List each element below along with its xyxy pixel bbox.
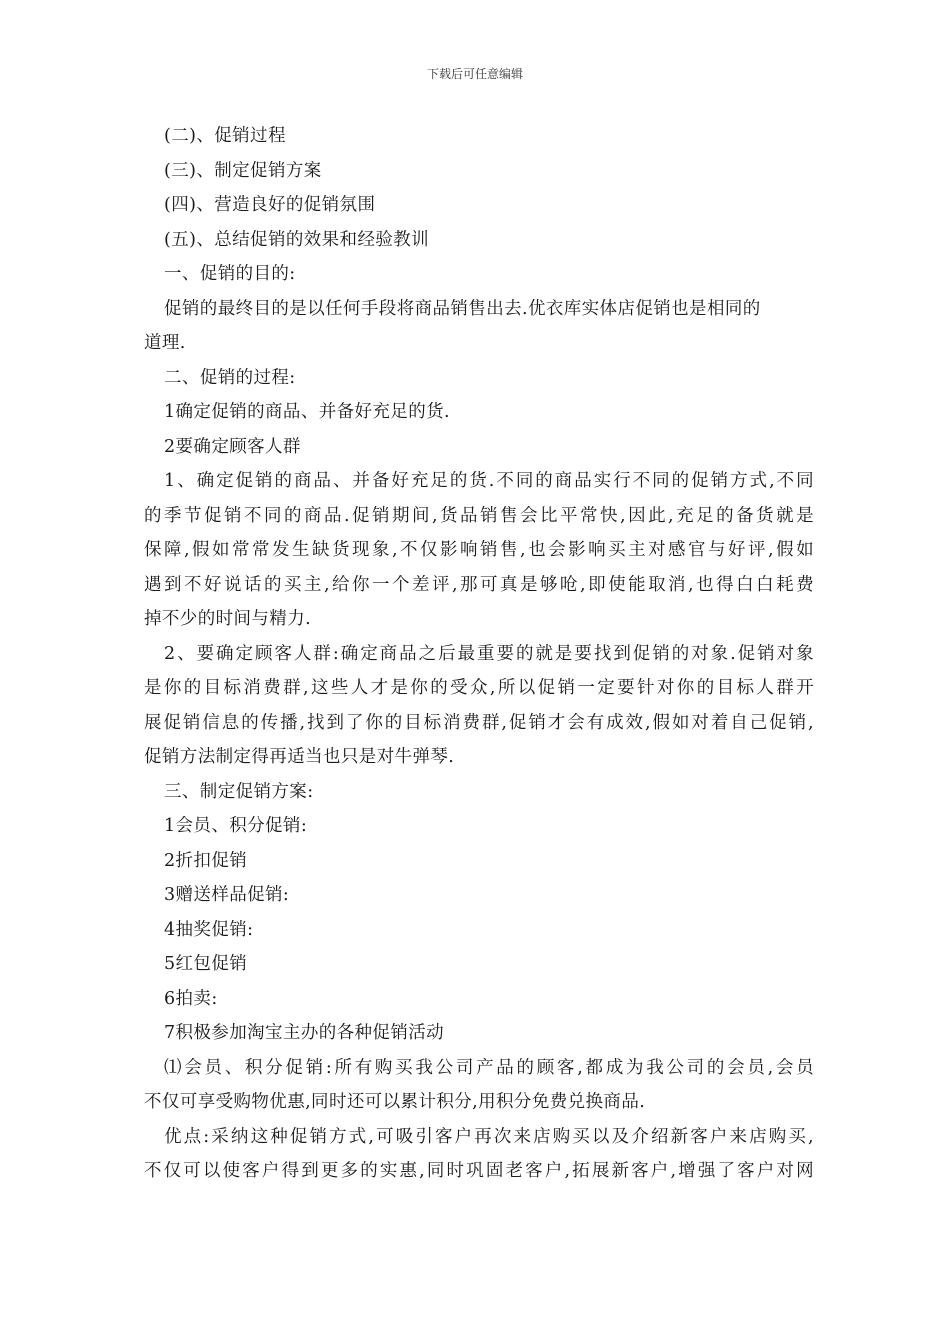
list-item: 4抽奖促销: [164,919,254,940]
paragraph-line: 优点:采纳这种促销方式,可吸引客户再次来店购买以及介绍新客户来店购买, [164,1126,814,1147]
paragraph-line: ⑴会员、积分促销:所有购买我公司产品的顾客,都成为我公司的会员,会员 [164,1057,814,1078]
paragraph-line: 不仅可享受购物优惠,同时还可以累计积分,用积分免费兑换商品. [144,1092,646,1112]
section-heading: 一、促销的目的: [164,264,296,284]
paragraph-line: 掉不少的时间与精力. [144,609,312,629]
list-item: 1会员、积分促销: [164,816,308,836]
list-item: 6拍卖: [164,988,218,1009]
paragraph-line: 促销的最终目的是以任何手段将商品销售出去.优衣库实体店促销也是相同的 [164,298,761,319]
paragraph-line: 遇到不好说话的买主,给你一个差评,那可真是够呛,即使能取消,也得白白耗费 [144,574,814,595]
paragraph-line: 不仅可以使客户得到更多的实惠,同时巩固老客户,拓展新客户,增强了客户对网 [144,1161,814,1181]
paragraph-line: 1、确定促销的商品、并备好充足的货.不同的商品实行不同的促销方式,不同 [164,471,814,491]
paragraph-line: 道理. [144,333,186,353]
paragraph-line: 促销方法制定得再适当也只是对牛弹琴. [144,747,455,767]
paragraph-line: 的季节促销不同的商品.促销期间,货品销售会比平常快,因此,充足的备货就是 [144,505,814,526]
list-item: 3赠送样品促销: [164,885,290,905]
paragraph-line: 是你的目标消费群,这些人才是你的受众,所以促销一定要针对你的目标人群开 [144,678,814,698]
list-item: 1确定促销的商品、并备好充足的货. [164,402,450,422]
list-item: 2要确定顾客人群 [164,436,301,457]
outline-item: (二)、促销过程 [164,126,286,146]
page-header: 下载后可任意编辑 [426,67,523,81]
outline-item: (五)、总结促销的效果和经验教训 [164,229,430,250]
paragraph-line: 2、要确定顾客人群:确定商品之后最重要的就是要找到促销的对象.促销对象 [164,643,814,664]
list-item: 2折扣促销 [164,850,248,871]
list-item: 5红包促销 [164,954,248,974]
document-body [144,119,814,1189]
outline-item: (四)、营造良好的促销氛围 [164,195,376,215]
paragraph-line: 展促销信息的传播,找到了你的目标消费群,促销才会有成效,假如对着自己促销, [144,712,814,733]
section-heading: 三、制定促销方案: [164,781,314,802]
outline-item: (三)、制定促销方案 [164,160,322,181]
section-heading: 二、促销的过程: [164,367,296,388]
paragraph-line: 保障,假如常常发生缺货现象,不仅影响销售,也会影响买主对感官与好评,假如 [144,540,814,560]
list-item: 7积极参加淘宝主办的各种促销活动 [164,1023,445,1043]
